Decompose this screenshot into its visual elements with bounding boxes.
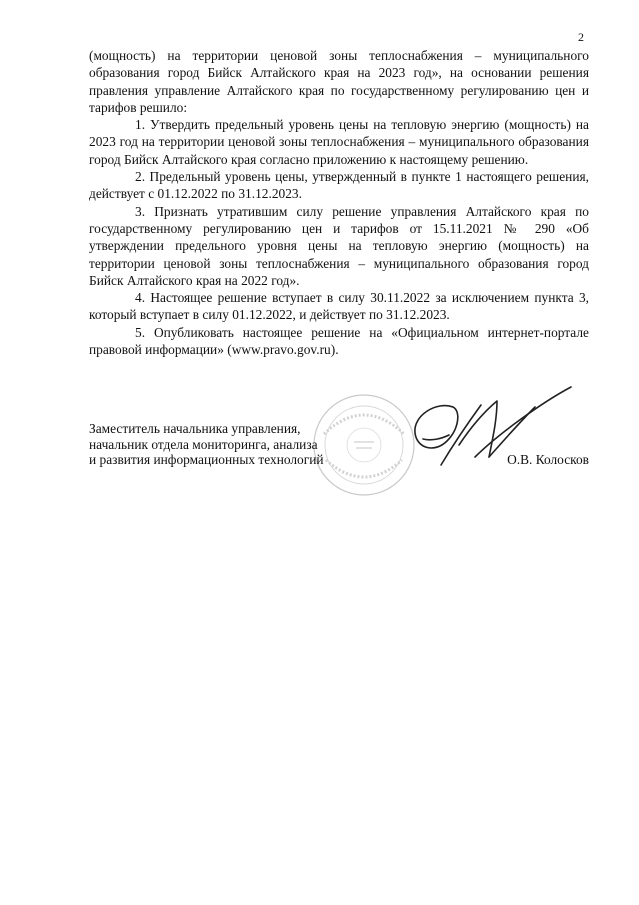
paragraph-item-1: 1. Утвердить предельный уровень цены на тепловую энергию (мощность) на 2023 год на территории ценовой зоны теплоснабжения – муниципального образования город Бийск Алтайского края согласно приложению к настоящему решению. (89, 117, 589, 167)
signer-title-line-2: начальник отдела мониторинга, анализа (89, 436, 318, 452)
paragraph-item-5: 5. Опубликовать настоящее решение на «Официальном интернет-портале правовой информации» (www.pravo.gov.ru). (89, 324, 589, 358)
page-number: 2 (578, 30, 584, 44)
signer-title-line-1: Заместитель начальника управления, (89, 421, 301, 436)
paragraph-item-3: 3. Признать утратившим силу решение управления Алтайского края по государственному регулированию цен и тарифов от 15.11.2021 № 290 «Об утверждении предельного уровня цены на тепловую энергию (мощность) на территории ценовой зоны теплоснабжения – муниципального образования город Бийск Алтайского края на 2022 год». (89, 203, 589, 288)
handwritten-signature (401, 385, 576, 485)
signer-title-line-3: и развития информационных технологий (89, 452, 324, 467)
signature-block (89, 412, 589, 492)
paragraph-item-2: 2. Предельный уровень цены, утвержденный в пункте 1 настоящего решения, действует с 01.12.2022 по 31.12.2023. (89, 169, 589, 202)
paragraph-preamble: (мощность) на территории ценовой зоны теплоснабжения – муниципального образования город Бийск Алтайского края на 2023 год», на основании решения правления управление Алтайского края по государственному регулированию цен и тарифов решило: (89, 48, 589, 115)
signer-name: О.В. Колосков (507, 452, 589, 467)
signer-title (89, 421, 324, 468)
document-body (89, 47, 589, 358)
paragraph-item-4: 4. Настоящее решение вступает в силу 30.11.2022 за исключением пункта 3, который вступает в силу 01.12.2022, и действует по 31.12.2023. (89, 290, 589, 323)
